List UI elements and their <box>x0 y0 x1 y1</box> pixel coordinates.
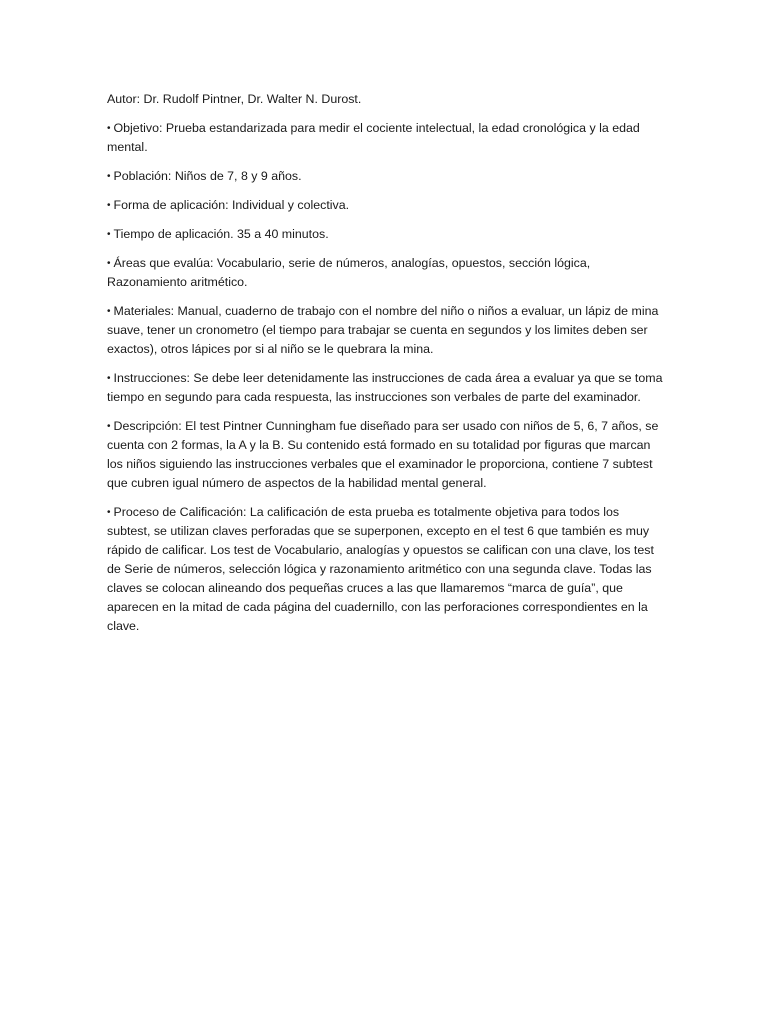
author-line: Autor: Dr. Rudolf Pintner, Dr. Walter N. Durost. <box>107 92 362 106</box>
list-item-text: Forma de aplicación: Individual y colectiva. <box>113 198 350 212</box>
bullet-icon: • <box>107 229 111 240</box>
list-item-calificacion <box>107 503 663 636</box>
list-item-poblacion <box>107 167 663 186</box>
list-item-text: Descripción: El test Pintner Cunningham fue diseñado para ser usado con niños de 5, 6, 7 años, se cuenta con 2 formas, la A y la B. Su contenido está formado en su totalidad por figuras que marcan los niños siguiendo las instrucciones verbales que el examinador le proporciona, contiene 7 subtest que cubren igual número de aspectos de la habilidad mental general. <box>107 419 659 490</box>
bullet-icon: • <box>107 258 111 269</box>
bullet-icon: • <box>107 171 111 182</box>
list-item-forma-aplicacion <box>107 196 663 215</box>
document-page <box>107 90 663 646</box>
list-item-text: Tiempo de aplicación. 35 a 40 minutos. <box>113 227 329 241</box>
bullet-icon: • <box>107 507 111 518</box>
list-item-text: Proceso de Calificación: La calificación de esta prueba es totalmente objetiva para todos los subtest, se utilizan claves perforadas que se superponen, excepto en el test 6 que también es muy rápido de calificar. Los test de Vocabulario, analogías y opuestos se califican con una clave, los test de Serie de números, selección lógica y razonamiento aritmético con una segunda clave. Todas las claves se colocan alineando dos pequeñas cruces a las que llamaremos “marca de guía”, que aparecen en la mitad de cada página del cuadernillo, con las perforaciones correspondientes en la clave. <box>107 505 654 633</box>
bullet-icon: • <box>107 421 111 432</box>
list-item-materiales <box>107 302 663 359</box>
bullet-icon: • <box>107 123 111 134</box>
list-item-text: Instrucciones: Se debe leer detenidamente las instrucciones de cada área a evaluar ya que se toma tiempo en segundo para cada respuesta, las instrucciones son verbales de parte del examinador. <box>107 371 663 404</box>
bullet-icon: • <box>107 306 111 317</box>
list-item-tiempo-aplicacion <box>107 225 663 244</box>
list-item-instrucciones <box>107 369 663 407</box>
list-item-text: Materiales: Manual, cuaderno de trabajo con el nombre del niño o niños a evaluar, un lápiz de mina suave, tener un cronometro (el tiempo para trabajar se cuenta en segundos y los limites deben ser exactos), otros lápices por si al niño se le quebrara la mina. <box>107 304 659 356</box>
bullet-icon: • <box>107 373 111 384</box>
list-item-text: Población: Niños de 7, 8 y 9 años. <box>113 169 302 183</box>
bullet-icon: • <box>107 200 111 211</box>
list-item-text: Áreas que evalúa: Vocabulario, serie de números, analogías, opuestos, sección lógica, Razonamiento aritmético. <box>107 256 591 289</box>
list-item-objetivo <box>107 119 663 157</box>
list-item-text: Objetivo: Prueba estandarizada para medir el cociente intelectual, la edad cronológica y la edad mental. <box>107 121 640 154</box>
list-item-descripcion <box>107 417 663 493</box>
list-item-areas <box>107 254 663 292</box>
